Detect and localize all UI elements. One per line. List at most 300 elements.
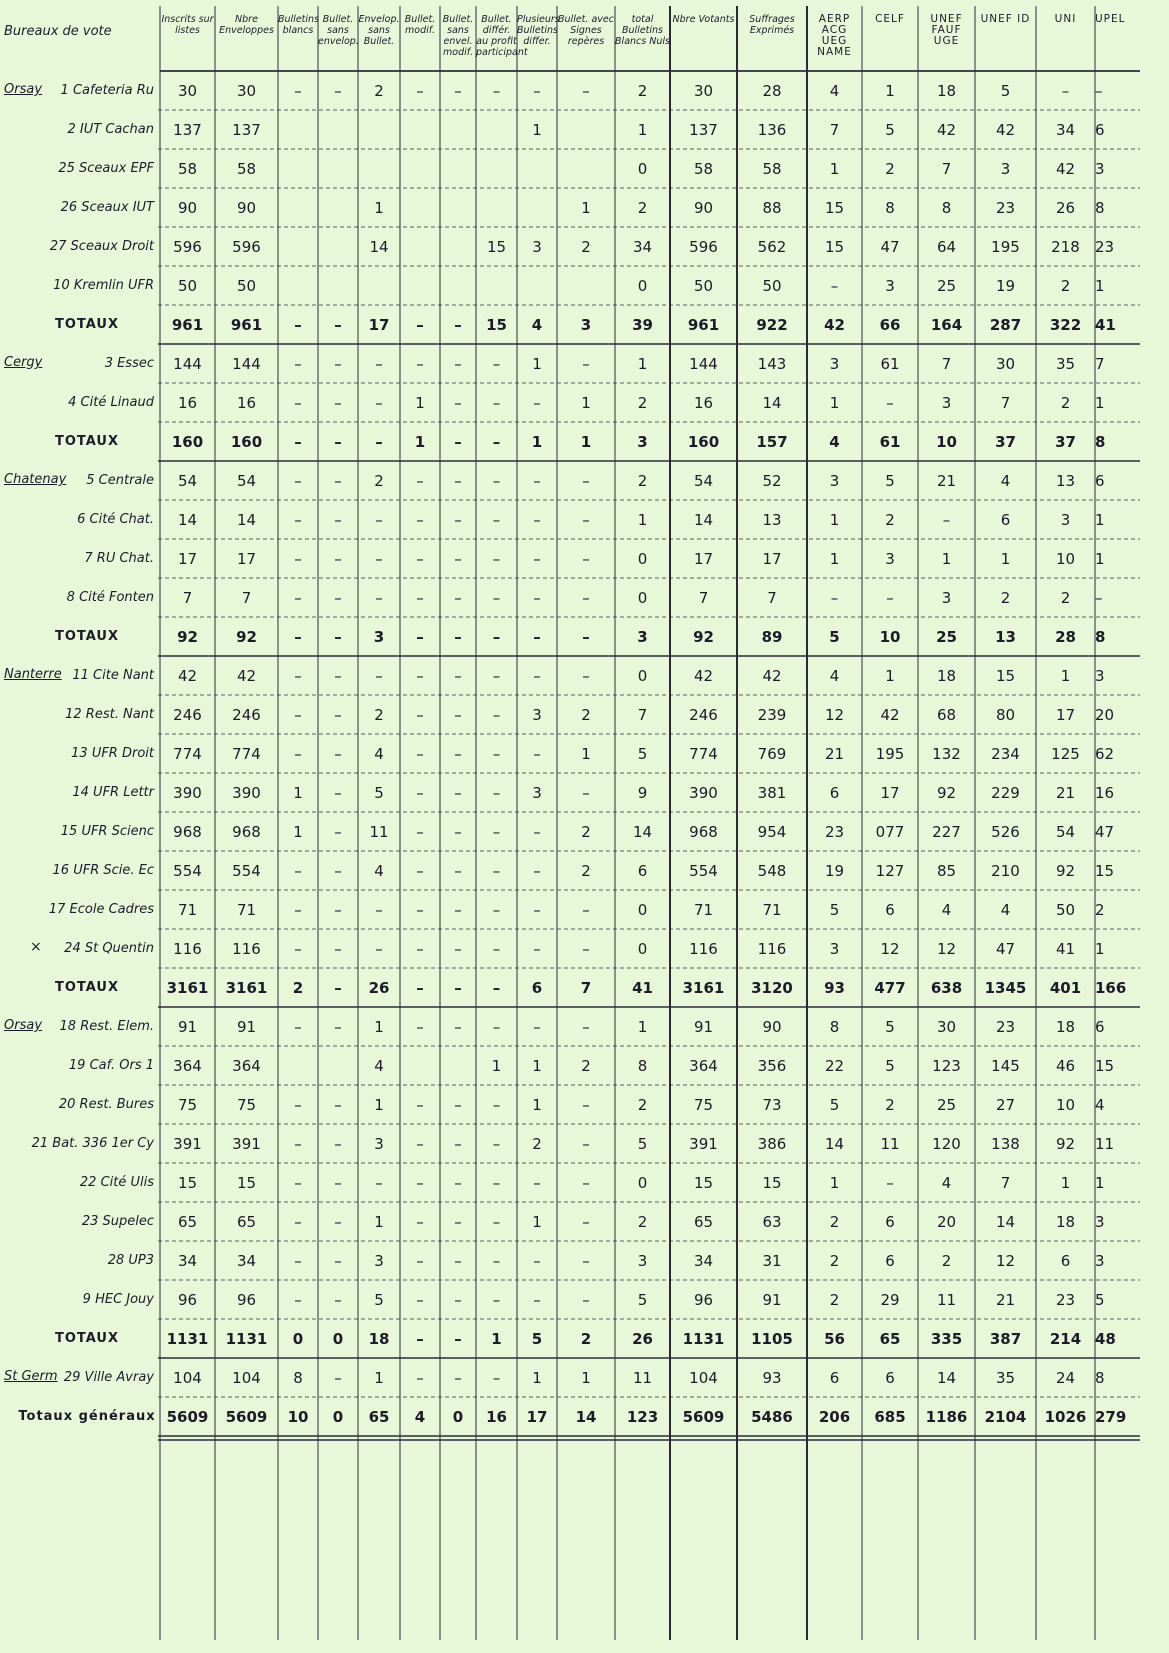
- table-cell: –: [492, 978, 501, 997]
- table-cell: 104: [689, 1368, 718, 1387]
- table-cell: 30: [995, 354, 1016, 373]
- table-cell: 50: [236, 276, 257, 295]
- table-cell: 5: [637, 1134, 648, 1153]
- table-cell: 19: [824, 861, 845, 880]
- table-cell: [318, 188, 358, 227]
- table-cell: 91: [177, 1017, 198, 1036]
- table-cell: 5: [829, 1095, 840, 1114]
- table-cell: 14: [575, 1407, 597, 1426]
- table-cell: 28: [762, 81, 782, 100]
- table-cell: 1131: [682, 1329, 725, 1348]
- group-label: St Germ: [4, 1369, 58, 1384]
- table-cell: 145: [991, 1056, 1020, 1075]
- table-cell: –: [294, 861, 302, 880]
- table-cell: 13: [1055, 471, 1076, 490]
- table-cell: 104: [173, 1368, 202, 1387]
- table-cell: 3: [1000, 159, 1011, 178]
- column-header: Nbre Enveloppes: [219, 14, 274, 36]
- polling-station-label: 20 Rest. Bures: [58, 1097, 154, 1112]
- table-cell: –: [454, 861, 462, 880]
- table-cell: 35: [1055, 354, 1076, 373]
- table-cell: –: [582, 1095, 590, 1114]
- table-cell: 391: [232, 1134, 261, 1153]
- table-cell: 21: [824, 744, 845, 763]
- table-cell: [476, 266, 517, 305]
- table-cell: 386: [757, 1134, 787, 1153]
- table-cell: 30: [693, 81, 714, 100]
- table-cell: 34: [632, 237, 653, 256]
- table-cell: 1: [532, 120, 542, 139]
- table-cell: 75: [236, 1095, 257, 1114]
- table-cell: –: [416, 978, 424, 997]
- table-cell: –: [533, 549, 541, 568]
- table-cell: –: [375, 939, 383, 958]
- table-cell: 206: [818, 1407, 851, 1426]
- table-cell: [358, 266, 400, 305]
- table-cell: 42: [177, 666, 198, 685]
- table-cell: –: [886, 393, 894, 412]
- table-cell: 123: [932, 1056, 961, 1075]
- table-cell: 64: [936, 237, 957, 256]
- column-header: Inscrits sur listes: [161, 14, 214, 36]
- polling-station-label: 12 Rest. Nant: [65, 707, 154, 722]
- table-cell: 8: [1095, 627, 1106, 646]
- table-cell: –: [533, 939, 541, 958]
- table-cell: 4: [374, 1056, 384, 1075]
- table-cell: 144: [232, 354, 261, 373]
- table-cell: 75: [177, 1095, 198, 1114]
- table-cell: –: [334, 510, 342, 529]
- table-cell: 92: [693, 627, 714, 646]
- table-cell: 234: [991, 744, 1020, 763]
- table-cell: –: [492, 510, 501, 529]
- table-cell: 92: [1055, 861, 1076, 880]
- table-cell: –: [334, 861, 342, 880]
- column-header: UNEF ID: [980, 13, 1031, 25]
- table-cell: [476, 110, 517, 149]
- table-cell: –: [416, 549, 424, 568]
- table-cell: –: [492, 1251, 501, 1270]
- table-cell: 3: [637, 432, 648, 451]
- table-cell: 17: [177, 549, 198, 568]
- table-cell: 14: [632, 822, 653, 841]
- table-cell: 6: [885, 1368, 895, 1387]
- table-cell: 210: [991, 861, 1020, 880]
- table-cell: 157: [756, 432, 788, 451]
- table-cell: 0: [637, 276, 648, 295]
- table-cell: –: [375, 393, 383, 412]
- table-cell: 15: [486, 315, 507, 334]
- table-cell: 26: [1055, 198, 1076, 217]
- table-cell: 2: [829, 1251, 840, 1270]
- table-cell: [517, 188, 557, 227]
- table-cell: 1: [491, 1056, 502, 1075]
- table-cell: –: [375, 666, 383, 685]
- table-cell: 47: [995, 939, 1016, 958]
- table-cell: –: [416, 822, 424, 841]
- table-cell: 1: [1095, 549, 1105, 568]
- table-cell: –: [416, 900, 424, 919]
- table-cell: 16: [693, 393, 714, 412]
- table-cell: –: [454, 549, 462, 568]
- table-cell: 1: [581, 198, 591, 217]
- table-cell: 1: [531, 432, 543, 451]
- table-cell: 2: [637, 393, 648, 412]
- table-cell: 5: [885, 1017, 895, 1036]
- table-cell: 47: [880, 237, 900, 256]
- table-cell: 227: [932, 822, 961, 841]
- polling-station-label: 7 RU Chat.: [84, 551, 154, 566]
- table-cell: 2: [637, 1212, 648, 1231]
- table-cell: 132: [932, 744, 961, 763]
- table-cell: 92: [236, 627, 257, 646]
- table-cell: 41: [1055, 939, 1076, 958]
- table-cell: 246: [173, 705, 202, 724]
- column-header: Nbre Votants: [672, 14, 735, 25]
- table-cell: [400, 266, 440, 305]
- table-cell: 2: [829, 1290, 840, 1309]
- table-cell: 15: [824, 237, 845, 256]
- table-cell: 93: [762, 1368, 782, 1387]
- table-cell: 4: [829, 666, 840, 685]
- table-cell: 18: [936, 81, 957, 100]
- table-cell: 17: [236, 549, 257, 568]
- table-cell: 20: [1095, 705, 1115, 724]
- table-cell: –: [334, 354, 342, 373]
- table-cell: 14: [824, 1134, 845, 1153]
- table-cell: –: [492, 1212, 501, 1231]
- table-cell: [440, 149, 476, 188]
- table-cell: 23: [995, 1017, 1016, 1036]
- table-cell: 18: [936, 666, 957, 685]
- table-cell: 3: [885, 276, 895, 295]
- table-cell: 85: [936, 861, 957, 880]
- table-cell: –: [375, 1173, 383, 1192]
- table-cell: 3: [637, 1251, 648, 1270]
- table-cell: –: [294, 1290, 302, 1309]
- table-cell: –: [375, 354, 383, 373]
- table-cell: 5: [885, 120, 895, 139]
- table-cell: –: [492, 861, 501, 880]
- table-cell: 125: [1051, 744, 1080, 763]
- column-header: Bulletins blancs: [278, 14, 319, 36]
- table-cell: 1: [637, 1017, 648, 1036]
- table-cell: –: [582, 627, 590, 646]
- table-cell: –: [492, 81, 501, 100]
- table-cell: [400, 227, 440, 266]
- table-cell: 526: [991, 822, 1020, 841]
- table-cell: 1105: [751, 1329, 793, 1348]
- table-cell: 15: [236, 1173, 257, 1192]
- table-cell: –: [492, 939, 501, 958]
- table-cell: 123: [626, 1407, 659, 1426]
- table-cell: –: [492, 588, 501, 607]
- table-cell: –: [492, 432, 501, 451]
- table-cell: 65: [879, 1329, 901, 1348]
- table-cell: 3: [532, 237, 542, 256]
- table-cell: [440, 1046, 476, 1085]
- table-cell: –: [334, 783, 342, 802]
- table-cell: 37: [995, 432, 1016, 451]
- table-cell: 0: [332, 1407, 344, 1426]
- table-cell: 3: [1095, 159, 1105, 178]
- table-cell: 90: [762, 1017, 782, 1036]
- table-cell: 3: [829, 471, 840, 490]
- table-cell: –: [533, 666, 541, 685]
- table-cell: 3: [829, 354, 840, 373]
- table-cell: 17: [762, 549, 782, 568]
- table-cell: –: [416, 1134, 424, 1153]
- table-cell: 9: [637, 783, 648, 802]
- table-cell: –: [294, 939, 302, 958]
- table-cell: –: [294, 705, 302, 724]
- table-cell: 335: [930, 1329, 963, 1348]
- table-cell: 1: [885, 81, 895, 100]
- polling-station-label: 9 HEC Jouy: [82, 1292, 154, 1307]
- table-cell: 4: [941, 1173, 952, 1192]
- table-cell: –: [416, 315, 424, 334]
- table-cell: –: [294, 744, 302, 763]
- table-cell: [557, 149, 615, 188]
- table-cell: 2: [1000, 588, 1011, 607]
- table-cell: 548: [757, 861, 787, 880]
- table-cell: –: [416, 1173, 424, 1192]
- table-cell: 15: [1095, 861, 1115, 880]
- table-cell: –: [454, 705, 462, 724]
- table-cell: –: [582, 510, 590, 529]
- table-cell: –: [416, 627, 424, 646]
- table-cell: –: [294, 510, 302, 529]
- table-cell: 401: [1049, 978, 1082, 997]
- column-header: UPEL: [1095, 13, 1126, 25]
- table-cell: 6: [829, 1368, 840, 1387]
- table-cell: –: [582, 783, 590, 802]
- table-cell: 6: [885, 1212, 895, 1231]
- table-cell: 2: [1060, 588, 1071, 607]
- table-cell: 92: [936, 783, 957, 802]
- table-cell: 2: [637, 81, 648, 100]
- table-cell: 30: [936, 1017, 957, 1036]
- table-cell: 54: [177, 471, 198, 490]
- table-cell: 28: [1055, 627, 1076, 646]
- table-cell: 4: [374, 744, 384, 763]
- table-cell: 5: [374, 783, 384, 802]
- table-cell: [476, 149, 517, 188]
- table-cell: –: [375, 510, 383, 529]
- table-cell: 35: [995, 1368, 1016, 1387]
- table-cell: –: [334, 822, 342, 841]
- table-cell: [440, 110, 476, 149]
- table-cell: 6: [829, 783, 840, 802]
- table-cell: 10: [936, 432, 957, 451]
- table-cell: –: [334, 588, 342, 607]
- table-cell: 8: [1095, 1368, 1105, 1387]
- table-cell: 596: [232, 237, 261, 256]
- table-cell: –: [416, 354, 424, 373]
- polling-station-label: 2 IUT Cachan: [67, 122, 154, 137]
- table-cell: 3161: [682, 978, 725, 997]
- table-cell: –: [294, 627, 302, 646]
- table-cell: 2: [374, 705, 384, 724]
- table-cell: 42: [824, 315, 845, 334]
- table-cell: –: [334, 1173, 342, 1192]
- table-cell: –: [334, 939, 342, 958]
- table-cell: –: [533, 822, 541, 841]
- table-cell: –: [416, 1095, 424, 1114]
- table-cell: 71: [693, 900, 714, 919]
- table-cell: –: [533, 1173, 541, 1192]
- polling-station-label: TOTAUX: [54, 317, 120, 332]
- table-cell: 50: [693, 276, 714, 295]
- table-cell: [318, 227, 358, 266]
- table-cell: 17: [1055, 705, 1076, 724]
- table-cell: 3: [373, 627, 385, 646]
- table-cell: 65: [368, 1407, 390, 1426]
- table-cell: 12: [880, 939, 900, 958]
- table-cell: 1: [829, 1173, 840, 1192]
- table-cell: 5: [885, 471, 895, 490]
- table-cell: 31: [762, 1251, 782, 1270]
- table-cell: 8: [885, 198, 895, 217]
- table-cell: 138: [991, 1134, 1020, 1153]
- table-cell: 3: [580, 315, 592, 334]
- table-cell: –: [582, 1134, 590, 1153]
- polling-station-label: 28 UP3: [107, 1253, 154, 1268]
- table-cell: 71: [177, 900, 198, 919]
- table-cell: 16: [486, 1407, 507, 1426]
- table-cell: –: [492, 471, 501, 490]
- table-cell: 42: [1055, 159, 1076, 178]
- table-cell: 144: [689, 354, 718, 373]
- table-cell: 14: [762, 393, 782, 412]
- table-cell: 18: [1055, 1017, 1076, 1036]
- table-cell: 96: [236, 1290, 257, 1309]
- table-cell: 37: [1055, 432, 1076, 451]
- table-cell: 961: [687, 315, 720, 334]
- table-cell: 21: [1055, 783, 1076, 802]
- table-cell: 93: [824, 978, 845, 997]
- table-cell: 90: [177, 198, 198, 217]
- table-cell: 2: [581, 822, 591, 841]
- table-cell: 5: [1000, 81, 1011, 100]
- table-cell: 54: [693, 471, 714, 490]
- table-cell: 25: [936, 1095, 957, 1114]
- table-cell: 2: [581, 861, 591, 880]
- table-cell: 1: [581, 1368, 591, 1387]
- table-cell: 5: [1095, 1290, 1105, 1309]
- table-cell: –: [294, 1017, 302, 1036]
- table-cell: –: [334, 315, 342, 334]
- table-cell: 3: [941, 393, 952, 412]
- table-cell: 1: [293, 783, 303, 802]
- table-cell: –: [334, 1134, 342, 1153]
- table-cell: 1: [581, 744, 591, 763]
- table-cell: 13: [995, 627, 1016, 646]
- table-cell: 0: [637, 1173, 648, 1192]
- table-cell: 1: [829, 549, 840, 568]
- table-cell: 50: [1055, 900, 1076, 919]
- table-cell: –: [416, 1290, 424, 1309]
- table-cell: 26: [632, 1329, 653, 1348]
- table-cell: 11: [632, 1368, 653, 1387]
- table-cell: 3: [374, 1134, 384, 1153]
- table-cell: –: [334, 471, 342, 490]
- table-cell: –: [294, 471, 302, 490]
- table-cell: 4: [531, 315, 543, 334]
- table-cell: 160: [171, 432, 204, 451]
- header-bureaux-de-vote: Bureaux de vote: [4, 24, 112, 39]
- table-cell: –: [492, 900, 501, 919]
- table-cell: 30: [177, 81, 198, 100]
- table-cell: 218: [1051, 237, 1080, 256]
- polling-station-label: 8 Cité Fonten: [66, 590, 154, 605]
- table-cell: –: [1095, 81, 1103, 100]
- table-cell: [400, 110, 440, 149]
- column-header: total Bulletins Blancs Nuls: [615, 14, 670, 47]
- table-cell: 1: [374, 1095, 384, 1114]
- table-cell: 15: [824, 198, 845, 217]
- table-cell: 638: [930, 978, 963, 997]
- table-cell: 596: [689, 237, 718, 256]
- table-cell: 11: [880, 1134, 900, 1153]
- table-cell: 34: [693, 1251, 714, 1270]
- polling-station-label: 3 Essec: [104, 356, 154, 371]
- table-cell: 6: [531, 978, 543, 997]
- table-cell: 15: [486, 237, 507, 256]
- table-cell: 3: [532, 783, 542, 802]
- table-cell: 0: [637, 588, 648, 607]
- table-cell: 56: [824, 1329, 845, 1348]
- table-cell: 41: [632, 978, 653, 997]
- table-cell: 961: [171, 315, 204, 334]
- polling-station-label: TOTAUX: [54, 434, 120, 449]
- table-cell: 7: [241, 588, 252, 607]
- table-cell: 195: [875, 744, 905, 763]
- table-cell: 1: [829, 393, 840, 412]
- table-cell: 1: [581, 393, 591, 412]
- table-cell: 58: [236, 159, 257, 178]
- table-cell: –: [533, 81, 541, 100]
- table-cell: –: [582, 1017, 590, 1036]
- table-cell: –: [454, 315, 462, 334]
- polling-station-label: 18 Rest. Elem.: [59, 1019, 154, 1034]
- polling-station-label: 26 Sceaux IUT: [60, 200, 154, 215]
- table-cell: [358, 110, 400, 149]
- table-cell: 65: [177, 1212, 198, 1231]
- table-cell: 3: [374, 1251, 384, 1270]
- table-cell: 160: [687, 432, 720, 451]
- table-cell: 50: [762, 276, 782, 295]
- table-cell: 18: [368, 1329, 390, 1348]
- polling-station-label: 1 Cafeteria Ru: [60, 83, 154, 98]
- table-cell: 58: [762, 159, 782, 178]
- table-cell: 65: [236, 1212, 257, 1231]
- table-cell: –: [582, 549, 590, 568]
- table-cell: 39: [632, 315, 653, 334]
- table-cell: 2: [1060, 276, 1071, 295]
- table-cell: 3120: [751, 978, 793, 997]
- table-cell: 596: [173, 237, 202, 256]
- table-cell: –: [294, 666, 302, 685]
- table-cell: 58: [177, 159, 198, 178]
- table-cell: 2: [885, 1095, 895, 1114]
- table-cell: 29: [880, 1290, 900, 1309]
- table-cell: –: [416, 939, 424, 958]
- table-cell: 19: [995, 276, 1016, 295]
- table-cell: –: [454, 81, 462, 100]
- table-cell: –: [492, 666, 501, 685]
- table-cell: 0: [637, 939, 648, 958]
